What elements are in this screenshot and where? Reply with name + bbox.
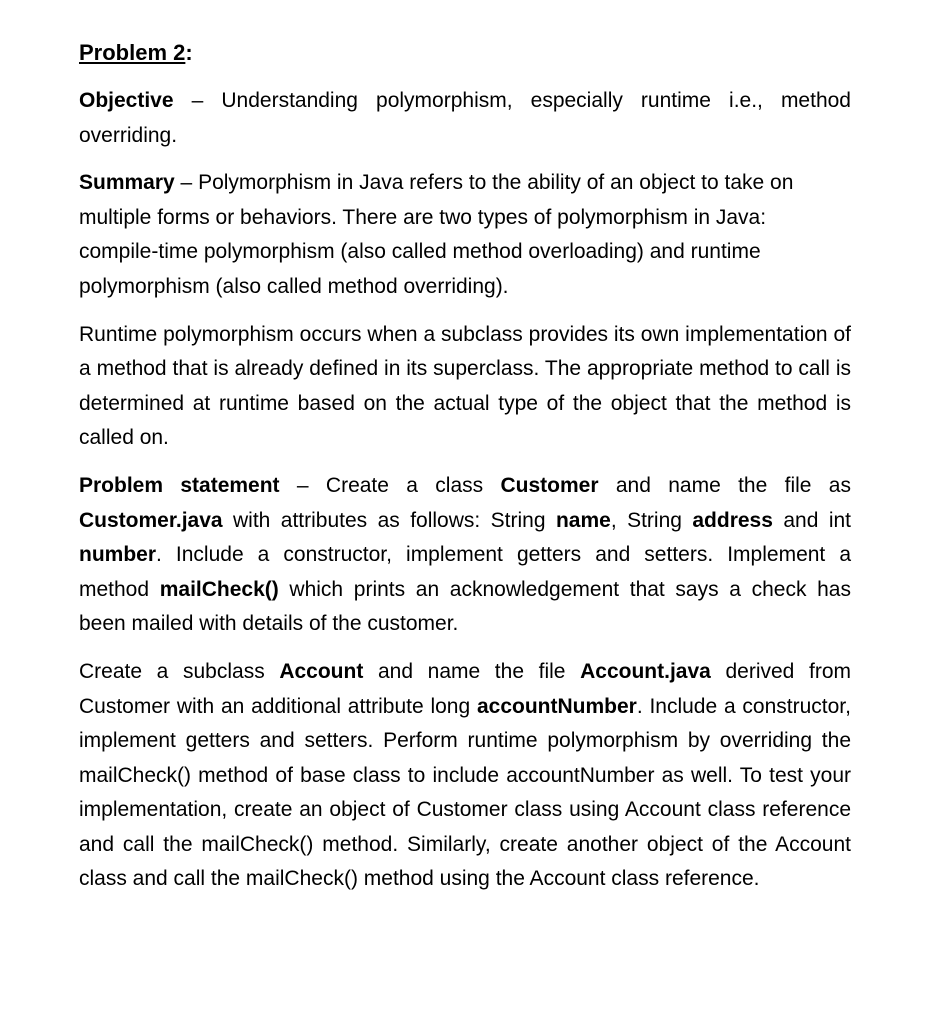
problem-statement-text-5: and int [772,508,851,532]
problem-statement-text-6: . Include a constructor, implement getters and setters. Implement a method [79,543,851,601]
summary-text: – Polymorphism in Java refers to the ability of an object to take on multiple forms or behaviors. There are two types of polymorphism in Java: compile-time polymorphism (also called method overloading) and runtime polymorphism (also called method overriding). [79,171,794,298]
problem-heading [79,36,851,70]
problem-statement-text-2: and name the file as [598,473,851,497]
address-attribute: address [692,508,773,532]
subclass-paragraph [79,655,851,897]
objective-label: Objective [79,89,174,112]
problem-statement-text-7: which prints an acknowledgement that says a check has been mailed with details of the customer. [79,577,851,636]
mailcheck-method: mailCheck() [159,577,279,601]
name-attribute: name [555,508,611,532]
number-attribute: number [79,543,157,567]
account-file-name: Account.java [580,659,711,683]
runtime-polymorphism-paragraph: Runtime polymorphism occurs when a subclass provides its own implementation of a method that is already defined in its superclass. The appropriate method to call is determined at runtime based on the actual type of the object that the method is called on. [79,322,851,450]
problem-heading-colon: : [185,40,193,65]
subclass-text-1: Create a subclass [79,659,280,683]
problem-statement-text-3: with attributes as follows: String [222,508,556,532]
summary-paragraph [79,166,851,304]
problem-statement-paragraph [79,469,851,642]
subclass-text-3: derived from Customer with an additional attribute long [79,659,851,718]
objective-text: – Understanding polymorphism, especially runtime i.e., method overriding. [79,89,851,147]
problem-statement-label: Problem statement [79,473,280,497]
problem-statement-text-1: – Create a class [279,473,501,497]
document-page [79,36,851,910]
problem-heading-title: Problem 2 [79,40,186,65]
account-class-name: Account [279,659,364,683]
summary-label: Summary [79,171,175,195]
objective-paragraph [79,84,851,153]
subclass-text-4: . Include a constructor, implement getters and setters. Perform runtime polymorphism by overriding the mailCheck() method of base class to include accountNumber as well. To test your implementation, create an object of Customer class using Account class reference and call the mailCheck() method. Similarly, create another object of the Account class and call the mailCheck() method using the Account class reference. [79,694,851,891]
customer-file-name: Customer.java [79,508,223,532]
account-number-attribute: accountNumber [476,694,637,718]
problem-statement-text-4: , String [610,508,693,532]
customer-class-name: Customer [500,473,599,497]
subclass-text-2: and name the file [363,659,581,683]
